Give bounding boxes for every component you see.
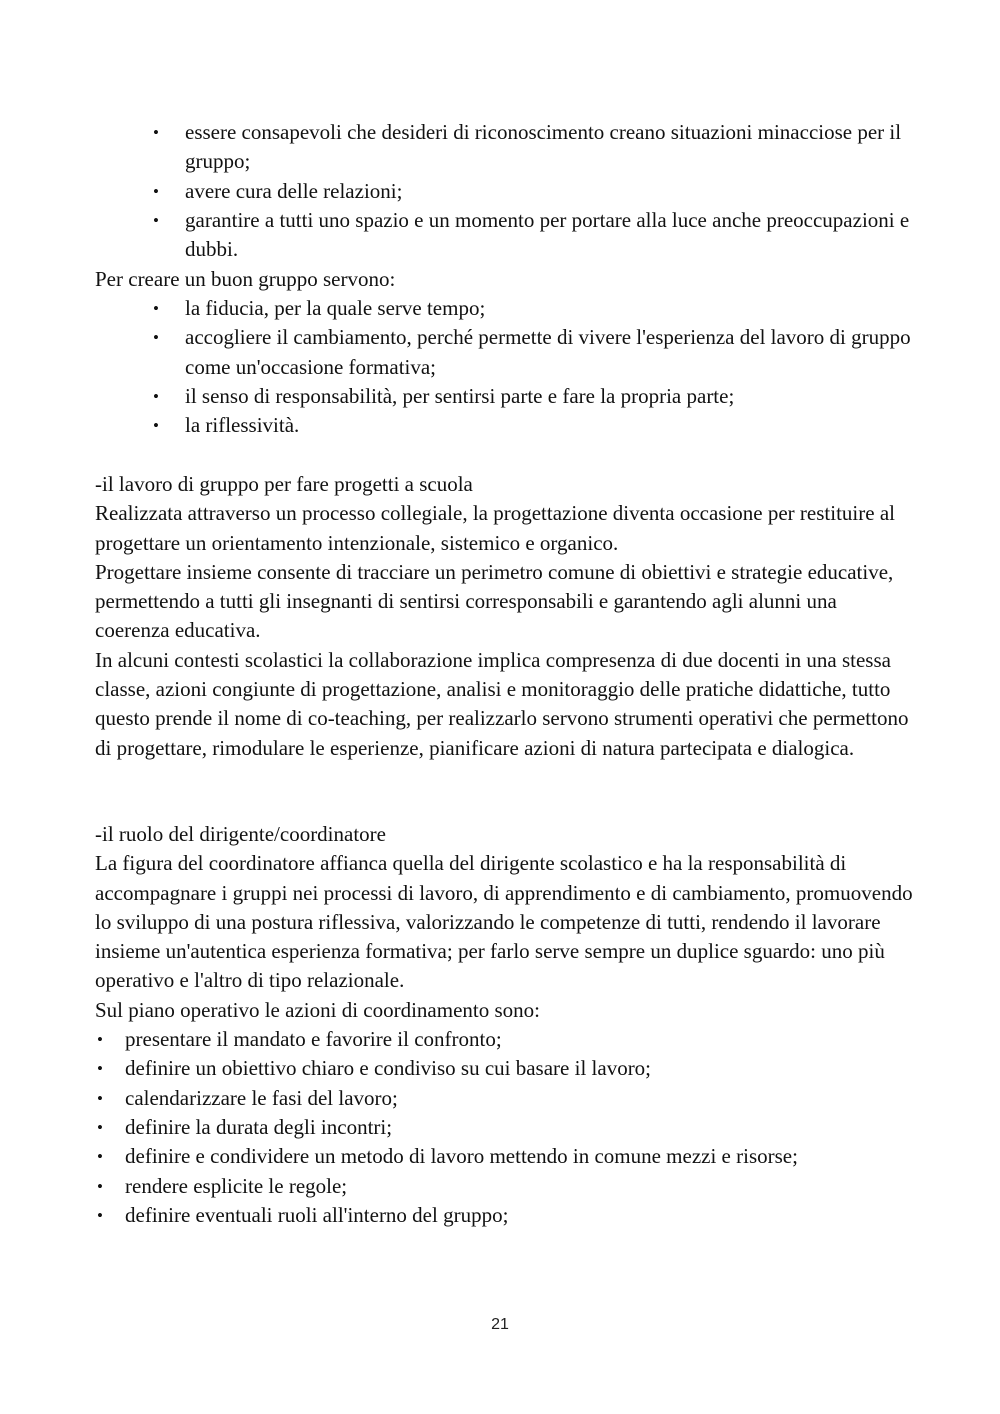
list-item: • avere cura delle relazioni;	[95, 177, 915, 206]
section-heading: -il ruolo del dirigente/coordinatore	[95, 822, 386, 846]
bullet-icon: •	[153, 299, 159, 318]
paragraph-intro-operational: Sul piano operativo le azioni di coordinamento sono:	[95, 997, 540, 1022]
list-item: • definire la durata degli incontri;	[95, 1113, 915, 1142]
section-group-projects	[95, 470, 915, 763]
list-item: • la riflessività.	[95, 411, 915, 440]
bullet-list-attitudes	[95, 118, 915, 264]
list-item: • definire eventuali ruoli all'interno del gruppo;	[95, 1201, 915, 1230]
bullet-icon: •	[153, 416, 159, 436]
list-item: • definire un obiettivo chiaro e condiviso su cui basare il lavoro;	[95, 1054, 915, 1083]
list-item: • la fiducia, per la quale serve tempo;	[95, 294, 915, 323]
bullet-icon: •	[97, 1176, 103, 1196]
paragraph: In alcuni contesti scolastici la collaborazione implica compresenza di due docenti in una stessa classe, azioni congiunte di progettazione, analisi e monitoraggio delle pratiche didattiche, tutto questo prende il nome di co-teaching, per realizzarlo servono strumenti operativi che permettono di progettare, rimodulare le esperienze, pianificare azioni di natura partecipata e dialogica.	[95, 647, 909, 760]
bullet-icon: •	[153, 181, 159, 201]
list-item: • presentare il mandato e favorire il confronto;	[95, 1025, 915, 1054]
bullet-icon: •	[97, 1059, 103, 1079]
paragraph: Realizzata attraverso un processo collegiale, la progettazione diventa occasione per restituire al progettare un orientamento intenzionale, sistemico e organico.	[95, 501, 895, 555]
paragraph-intro-good-group: Per creare un buon gruppo servono:	[95, 267, 396, 291]
section-coordinator-role	[95, 820, 915, 1230]
list-item: • accogliere il cambiamento, perché permette di vivere l'esperienza del lavoro di gruppo come un'occasione formativa;	[153, 325, 911, 379]
bullet-icon: •	[97, 1030, 103, 1050]
bullet-icon: •	[153, 123, 159, 142]
list-item: • calendarizzare le fasi del lavoro;	[95, 1084, 915, 1113]
bullet-icon: •	[153, 328, 159, 348]
list-item: • garantire a tutti uno spazio e un momento per portare alla luce anche preoccupazioni e dubbi.	[153, 207, 910, 262]
bullet-icon: •	[97, 1088, 103, 1108]
bullet-icon: •	[97, 1205, 103, 1225]
list-item: • essere consapevoli che desideri di riconoscimento creano situazioni minacciose per il gruppo;	[153, 120, 902, 174]
list-item: • definire e condividere un metodo di lavoro mettendo in comune mezzi e risorse;	[95, 1142, 915, 1171]
bullet-icon: •	[97, 1147, 103, 1167]
paragraph: Progettare insieme consente di tracciare un perimetro comune di obiettivi e strategie educative, permettendo a tutti gli insegnanti di sentirsi corresponsabili e garantendo agli alunni una coerenza educativa.	[95, 559, 894, 643]
page-number: 21	[491, 1316, 509, 1333]
list-item: • il senso di responsabilità, per sentirsi parte e fare la propria parte;	[95, 382, 915, 411]
section-heading: -il lavoro di gruppo per fare progetti a scuola	[95, 472, 473, 496]
bullet-icon: •	[153, 386, 159, 406]
bullet-list-coordination-actions	[95, 1025, 915, 1230]
bullet-icon: •	[97, 1117, 103, 1137]
paragraph: La figura del coordinatore affianca quella del dirigente scolastico e ha la responsabilità di accompagnare i gruppi nei processi di lavoro, di apprendimento e di cambiamento, promuovendo lo sviluppo di una postura riflessiva, valorizzando le competenze di tutti, rendendo il lavorare insieme un'autentica esperienza formativa; per farlo serve sempre un duplice sguardo: uno più operativo e l'altro di tipo relazionale.	[95, 851, 913, 993]
list-item: • rendere esplicite le regole;	[95, 1172, 915, 1201]
bullet-icon: •	[153, 210, 159, 230]
bullet-list-good-group	[95, 294, 915, 440]
